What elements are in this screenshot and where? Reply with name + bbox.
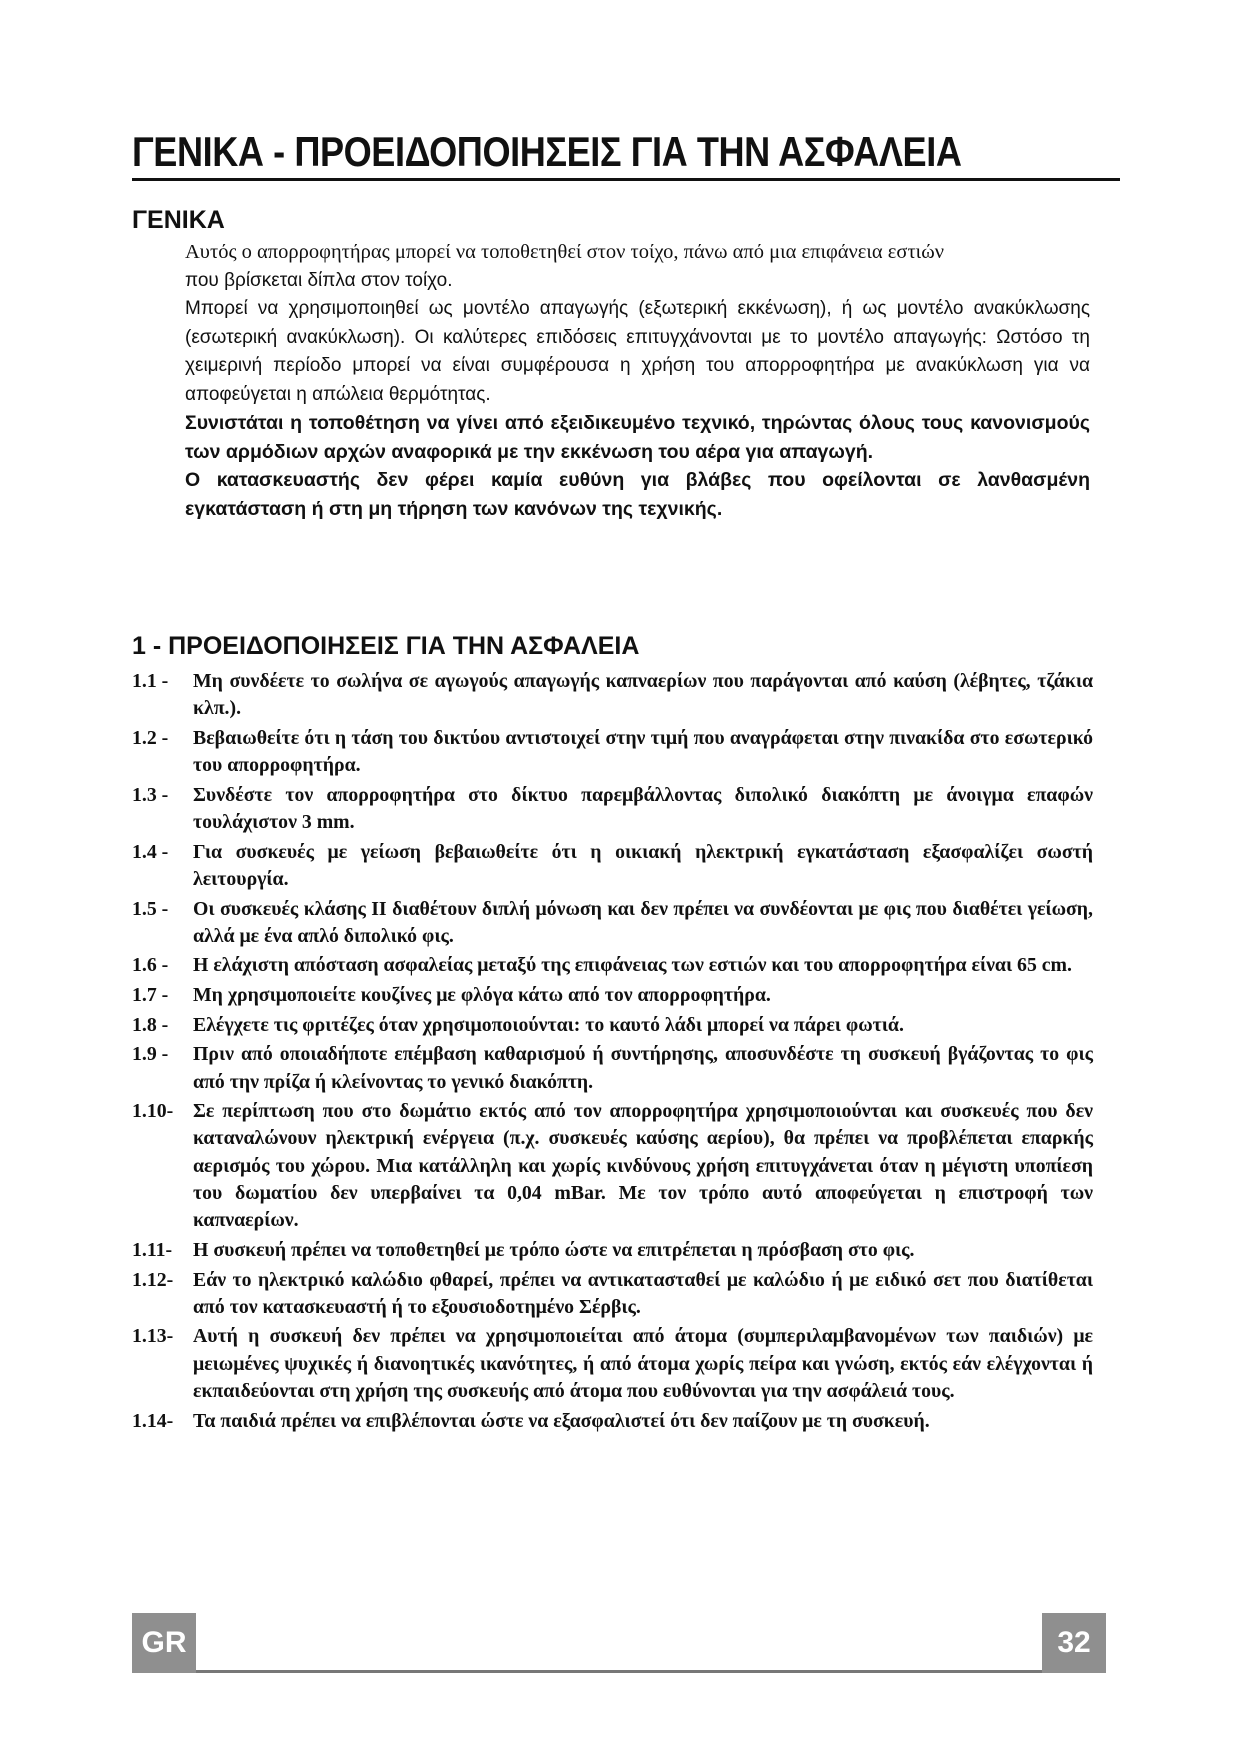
item-text: Μη χρησιμοποιείτε κουζίνες με φλόγα κάτω από τον απορροφητήρα.: [193, 984, 771, 1007]
item-number: 1.2 -: [132, 726, 169, 749]
item-number: 1.5 -: [132, 897, 169, 920]
item-text: Για συσκευές με γείωση βεβαιωθείτε ότι η οικιακή ηλεκτρική εγκατάσταση εξασφαλίζει σωστή λειτουργία.: [193, 840, 1093, 890]
general-paragraph-2: Μπορεί να χρησιμοποιηθεί ως μοντέλο απαγωγής (εξωτερική εκκένωση), ή ως μοντέλο ανακύκλωσης (εσωτερική ανακύκλωση). Οι καλύτερες επιδόσεις επιτυγχάνονται με το μοντέλο απαγωγής: Ωστόσο τη χειμερινή περίοδο μπορεί να είναι συμφέρουσα η χρήση του απορροφητήρα με ανακύκλωση για να αποφεύγεται η απώλεια θερμότητας.: [185, 298, 1090, 405]
item-text: Ελέγχετε τις φριτέζες όταν χρησιμοποιούνται: το καυτό λάδι μπορεί να πάρει φωτιά.: [193, 1013, 904, 1036]
item-text: Σε περίπτωση που στο δωμάτιο εκτός από τον απορροφητήρα χρησιμοποιούνται και συσκευές που δεν καταναλώνουν ηλεκτρική ενέργεια (π.χ. συσκευές καύσης αερίου), θα πρέπει να προβλέπεται επαρκής αερισμός του χώρου. Μια κατάλληλη και χωρίς κινδύνους χρήση επιτυγχάνεται όταν η μέγιστη υποπίεση του δωματίου δεν υπερβαίνει τα 0,04 mBar. Με τον τρόπο αυτό αποφεύγεται η επιστροφή των καπναερίων.: [193, 1100, 1093, 1232]
list-item: [132, 952, 1093, 979]
item-text: Τα παιδιά πρέπει να επιβλέπονται ώστε να εξασφαλιστεί ότι δεν παίζουν με τη συσκευή.: [193, 1409, 930, 1432]
item-number: 1.14-: [132, 1409, 174, 1432]
list-item: [132, 1041, 1093, 1096]
safety-list: [132, 668, 1093, 1437]
list-item: [132, 839, 1093, 894]
page-number: 32: [1042, 1613, 1106, 1673]
footer-rule: [196, 1670, 1042, 1673]
item-number: 1.10-: [132, 1100, 174, 1123]
general-paragraph-1b: που βρίσκεται δίπλα στον τοίχο.: [185, 269, 453, 291]
list-item: [132, 1267, 1093, 1322]
list-item: [132, 782, 1093, 837]
list-item: [132, 668, 1093, 723]
general-paragraph-4: Ο κατασκευαστής δεν φέρει καμία ευθύνη για βλάβες που οφείλονται σε λανθασμένη εγκατάσταση ή στη μη τήρηση των κανόνων της τεχνικής.: [185, 469, 1090, 520]
page-title: ΓΕΝΙΚΑ - ΠΡΟΕΙΔΟΠΟΙΗΣΕΙΣ ΓΙΑ ΤΗΝ ΑΣΦΑΛΕΙΑ: [132, 128, 962, 175]
item-text: Αυτή η συσκευή δεν πρέπει να χρησιμοποιείται από άτομα (συμπεριλαμβανομένων των παιδιών) με μειωμένες ψυχικές ή διανοητικές ικανότητες, ή από άτομα χωρίς πείρα και γνώση, εκτός εάν ελέγχονται ή εκπαιδεύονται στη χρήση της συσκευής από άτομα που ευθύνονται για την ασφάλειά τους.: [193, 1325, 1093, 1402]
item-number: 1.6 -: [132, 954, 169, 977]
title-underline: [132, 178, 1120, 181]
item-number: 1.3 -: [132, 783, 169, 806]
item-number: 1.4 -: [132, 840, 169, 863]
list-item: [132, 1237, 1093, 1264]
item-number: 1.1 -: [132, 670, 169, 692]
item-text: Η ελάχιστη απόσταση ασφαλείας μεταξύ της επιφάνειας των εστιών και του απορροφητήρα είναι 65 cm.: [193, 954, 1072, 977]
item-text: Συνδέστε τον απορροφητήρα στο δίκτυο παρεμβάλλοντας διπολικό διακόπτη με άνοιγμα επαφών τουλάχιστον 3 mm.: [193, 783, 1093, 834]
item-text: Μη συνδέετε το σωλήνα σε αγωγούς απαγωγής καπναερίων που παράγονται από καύση (λέβητες, τζάκια κλπ.).: [193, 670, 1093, 720]
general-section: [185, 238, 1090, 523]
item-text: Εάν το ηλεκτρικό καλώδιο φθαρεί, πρέπει να αντικατασταθεί με καλώδιο ή με ειδικό σετ που διατίθεται από τον κατασκευαστή ή το εξουσιοδοτημένο Σέρβις.: [193, 1268, 1093, 1318]
list-item: [132, 896, 1093, 951]
item-number: 1.7 -: [132, 984, 169, 1007]
general-paragraph-3: Συνιστάται η τοποθέτηση να γίνει από εξειδικευμένο τεχνικό, τηρώντας όλους τους κανονισμούς των αρμόδιων αρχών αναφορικά με την εκκένωση του αέρα για απαγωγή.: [185, 412, 1090, 463]
item-number: 1.13-: [132, 1325, 174, 1348]
item-number: 1.11-: [132, 1238, 173, 1261]
general-paragraph-1: Αυτός ο απορροφητήρας μπορεί να τοποθετηθεί στον τοίχο, πάνω από μια επιφάνεια εστιών: [185, 241, 944, 263]
item-text: Βεβαιωθείτε ότι η τάση του δικτύου αντιστοιχεί στην τιμή που αναγράφεται στην πινακίδα στο εσωτερικό του απορροφητήρα.: [193, 726, 1093, 777]
list-item: [132, 1323, 1093, 1405]
list-item: [132, 982, 1093, 1009]
list-item: [132, 725, 1093, 780]
item-text: Η συσκευή πρέπει να τοποθετηθεί με τρόπο ώστε να επιτρέπεται η πρόσβαση στο φις.: [193, 1238, 915, 1261]
list-item: [132, 1012, 1093, 1039]
item-text: Πριν από οποιαδήποτε επέμβαση καθαρισμού ή συντήρησης, αποσυνδέστε τη συσκευή βγάζοντας το φις από την πρίζα ή κλείνοντας το γενικό διακόπτη.: [193, 1043, 1093, 1093]
item-number: 1.8 -: [132, 1013, 169, 1036]
item-text: Οι συσκευές κλάσης II διαθέτουν διπλή μόνωση και δεν πρέπει να συνδέονται με φις που διαθέτει γείωση, αλλά με ένα απλό διπολικό φις.: [193, 897, 1093, 947]
item-number: 1.12-: [132, 1268, 174, 1291]
item-number: 1.9 -: [132, 1043, 169, 1066]
list-item: [132, 1408, 1093, 1435]
list-item: [132, 1098, 1093, 1234]
language-badge: GR: [132, 1613, 196, 1673]
safety-heading: 1 - ΠΡΟΕΙΔΟΠΟΙΗΣΕΙΣ ΓΙΑ ΤΗΝ ΑΣΦΑΛΕΙΑ: [132, 632, 640, 660]
general-heading: ΓΕΝΙΚΑ: [132, 206, 225, 234]
